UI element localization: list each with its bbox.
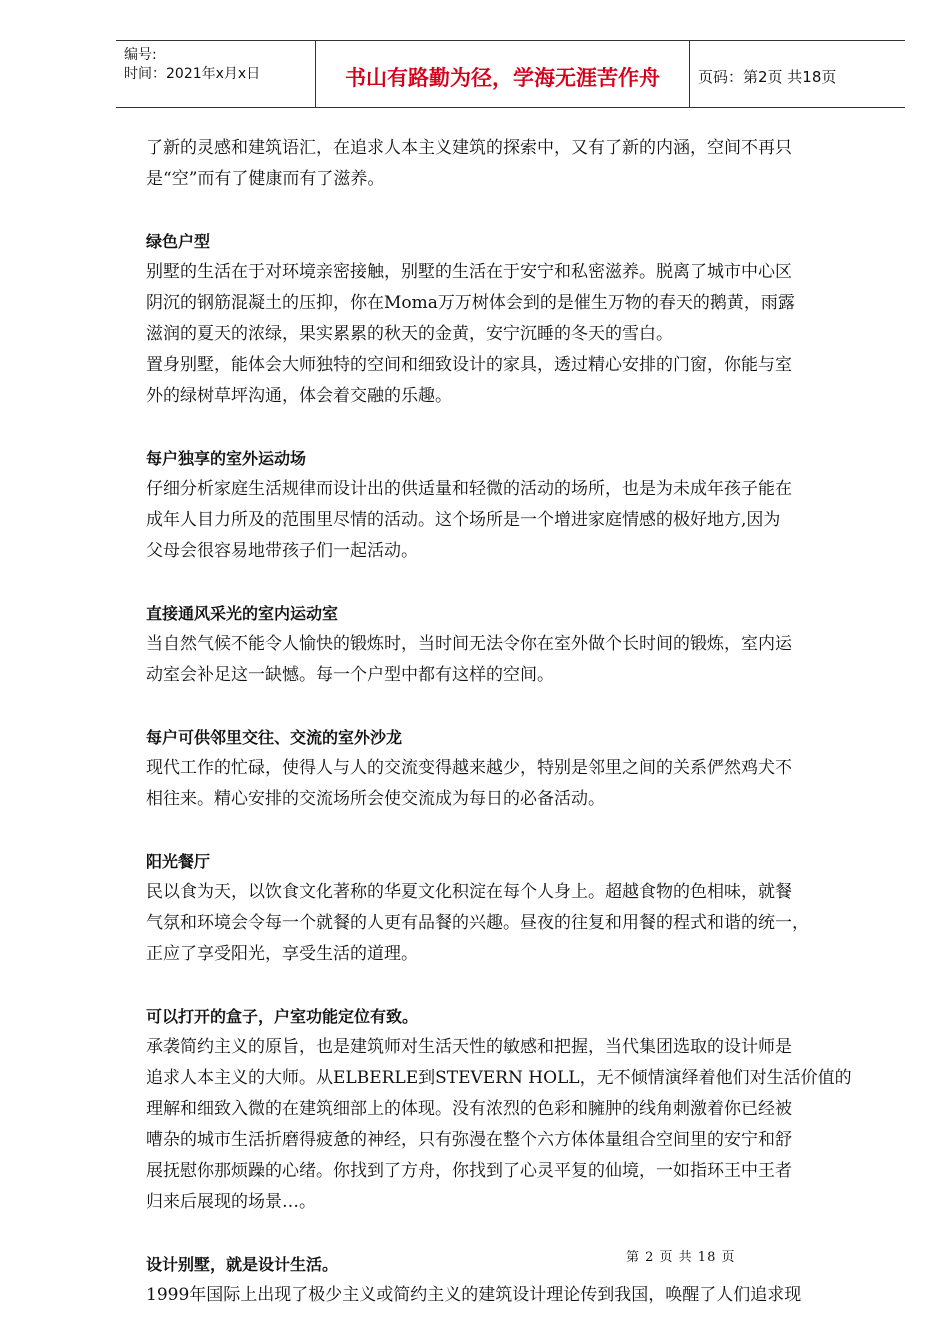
text-line: 父母会很容易地带孩子们一起活动。 (146, 541, 418, 561)
section-heading: 阳光餐厅 (146, 852, 211, 871)
page-header (116, 40, 905, 108)
text-line: 滋润的夏天的浓绿，果实累累的秋天的金黄，安宁沉睡的冬天的雪白。 (146, 324, 673, 344)
text-line: 别墅的生活在于对环境亲密接触，别墅的生活在于安宁和私密滋养。脱离了城市中心区 (146, 262, 792, 282)
section-indoor-sports (146, 598, 876, 691)
text-line: 追求人本主义的大师。从ELBERLE到STEVERN HOLL，无不倾情演绎着他们对生活价值的 (146, 1068, 852, 1088)
text-line: 归来后展现的场景…。 (146, 1192, 316, 1212)
text-line: 1999年国际上出现了极少主义或简约主义的建筑设计理论传到我国，唤醒了人们追求现 (146, 1285, 802, 1305)
text-line: 了新的灵感和建筑语汇，在追求人本主义建筑的探索中，又有了新的内涵，空间不再只 (146, 138, 792, 158)
section-sunny-dining (146, 846, 876, 970)
intro-paragraph (146, 133, 876, 195)
section-open-box (146, 1001, 876, 1218)
text-line: 动室会补足这一缺憾。每一个户型中都有这样的空间。 (146, 665, 554, 685)
section-heading: 直接通风采光的室内运动室 (146, 604, 339, 623)
section-outdoor-sports (146, 443, 876, 567)
section-design-life (146, 1249, 876, 1311)
header-page-code: 页码：第2页 共18页 (698, 67, 837, 86)
number-label: 编号: (124, 47, 157, 63)
section-green-layout (146, 226, 876, 412)
text-line: 是“空”而有了健康而有了滋养。 (146, 169, 385, 189)
text-line: 当自然气候不能令人愉快的锻炼时，当时间无法令你在室外做个长时间的锻炼，室内运 (146, 634, 792, 654)
header-motto: 书山有路勤为径，学海无涯苦作舟 (316, 41, 690, 107)
text-line: 民以食为天，以饮食文化著称的华夏文化积淀在每个人身上。超越食物的色相味，就餐 (146, 882, 792, 902)
text-line: 外的绿树草坪沟通，体会着交融的乐趣。 (146, 386, 452, 406)
section-heading: 绿色户型 (146, 232, 211, 251)
section-heading: 设计别墅，就是设计生活。 (146, 1255, 339, 1274)
text-line: 展抚慰你那烦躁的心绪。你找到了方舟，你找到了心灵平复的仙境，一如指环王中王者 (146, 1161, 792, 1181)
text-line: 气氛和环境会令每一个就餐的人更有品餐的兴趣。昼夜的往复和用餐的程式和谐的统一， (146, 913, 809, 933)
text-line: 仔细分析家庭生活规律而设计出的供适量和轻微的活动的场所，也是为未成年孩子能在 (146, 479, 792, 499)
header-info-cell (116, 41, 316, 107)
section-heading: 每户独享的室外运动场 (146, 449, 307, 468)
text-line: 正应了享受阳光，享受生活的道理。 (146, 944, 418, 964)
text-line: 置身别墅，能体会大师独特的空间和细致设计的家具，透过精心安排的门窗，你能与室 (146, 355, 792, 375)
text-line: 阴沉的钢筋混凝土的压抑，你在Moma万万树体会到的是催生万物的春天的鹅黄，雨露 (146, 293, 795, 313)
text-line: 理解和细致入微的在建筑细部上的体现。没有浓烈的色彩和臃肿的线角刺激着你已经被 (146, 1099, 792, 1119)
text-line: 相往来。精心安排的交流场所会使交流成为每日的必备活动。 (146, 789, 605, 809)
page-footer: 第 2 页 共 18 页 (626, 1250, 736, 1265)
section-heading: 可以打开的盒子，户室功能定位有致。 (146, 1007, 419, 1026)
text-line: 承袭简约主义的原旨，也是建筑师对生活天性的敏感和把握，当代集团选取的设计师是 (146, 1037, 792, 1057)
section-outdoor-salon (146, 722, 876, 815)
text-line: 成年人目力所及的范围里尽情的活动。这个场所是一个增进家庭情感的极好地方,因为 (146, 510, 781, 530)
text-line: 嘈杂的城市生活折磨得疲惫的神经，只有弥漫在整个六方体体量组合空间里的安宁和舒 (146, 1130, 792, 1150)
section-heading: 每户可供邻里交往、交流的室外沙龙 (146, 728, 403, 747)
document-body (146, 133, 876, 1311)
time-label: 时间：2021年x月x日 (124, 66, 261, 82)
text-line: 现代工作的忙碌，使得人与人的交流变得越来越少，特别是邻里之间的关系俨然鸡犬不 (146, 758, 792, 778)
